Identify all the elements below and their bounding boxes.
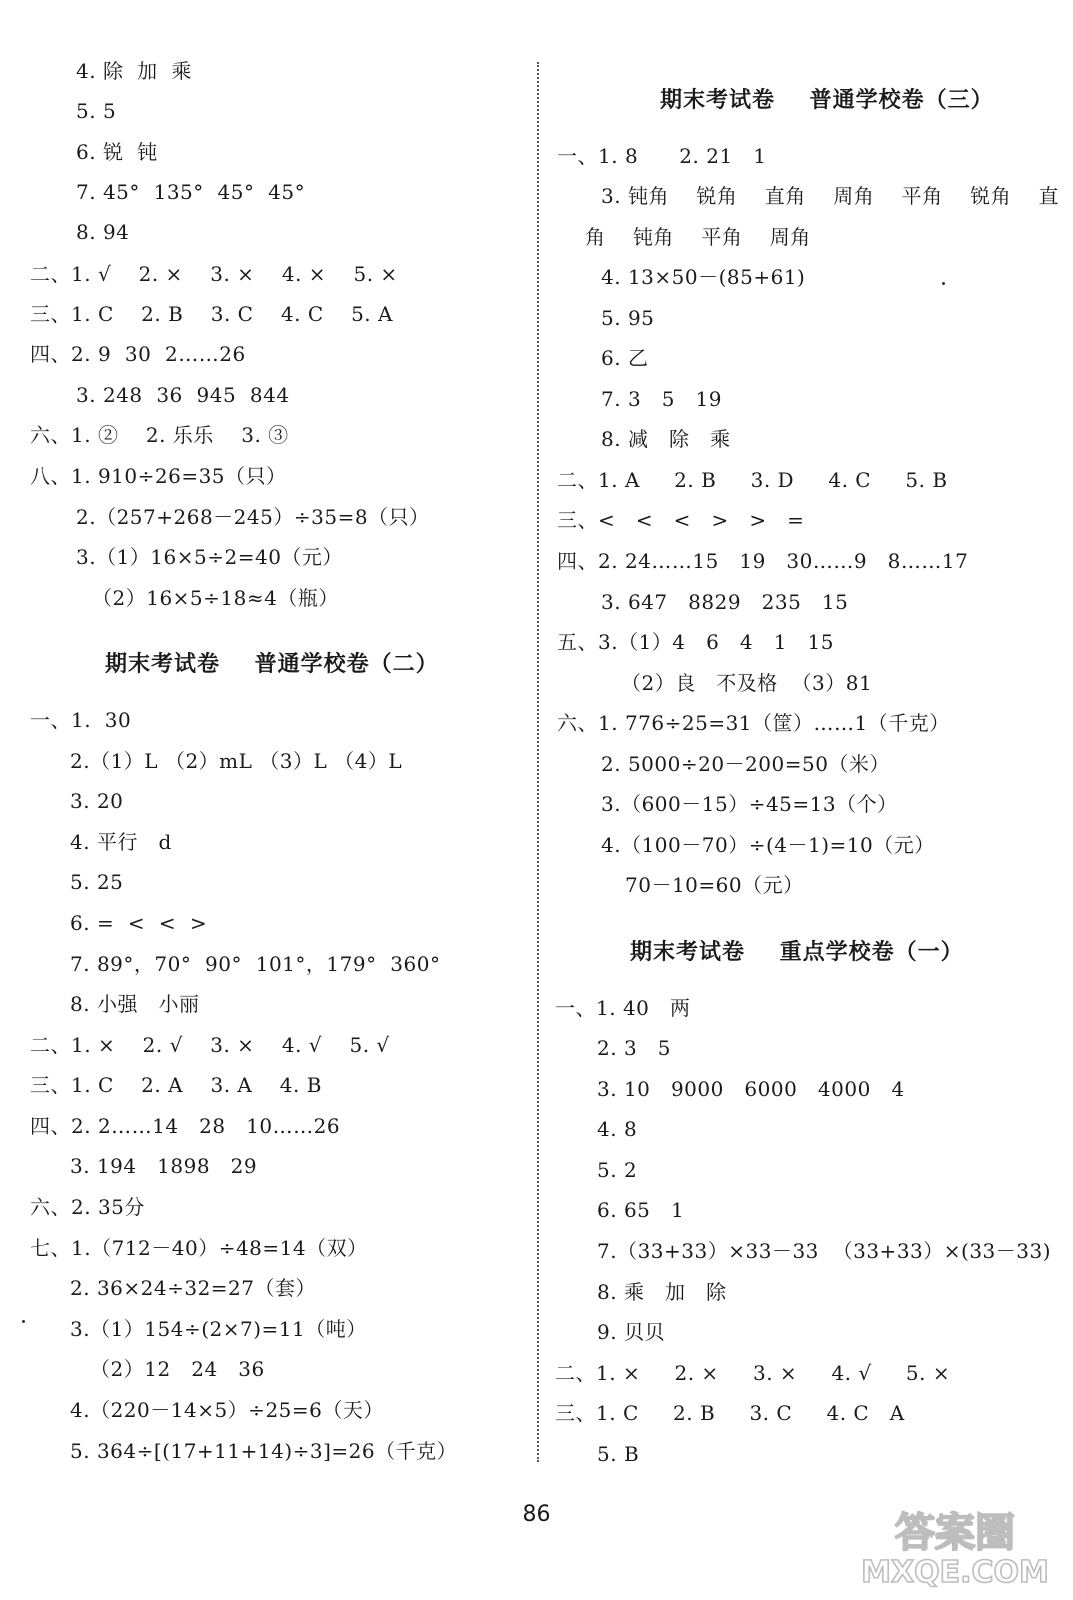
answer-line: 八、1. 910÷26=35（只） (30, 464, 287, 488)
answer-line: 一、1. 8 2. 21 1 (557, 144, 767, 168)
stray-dot (942, 282, 945, 285)
answer-line: 3. 钝角 锐角 直角 周角 平角 锐角 直 (601, 184, 1060, 208)
answer-line: 4.（100－70）÷(4－1)=10（元） (601, 833, 935, 857)
answer-line: 6. = < < > (70, 911, 208, 935)
answer-line: 2. 5000÷20－200=50（米） (601, 752, 890, 776)
answer-line: 角 钝角 平角 周角 (585, 225, 811, 249)
answer-line: 三、1. C 2. B 3. C 4. C A (555, 1401, 905, 1425)
answer-line: 四、2. 9 30 2……26 (30, 342, 246, 366)
answer-line: 5. 2 (597, 1158, 638, 1182)
watermark-bottom-text: MXQE.COM (861, 1555, 1049, 1588)
answer-line: 四、2. 2……14 28 10……26 (30, 1114, 341, 1138)
answer-line: 三、1. C 2. B 3. C 4. C 5. A (30, 302, 393, 326)
answer-line: 5. 95 (601, 306, 655, 330)
answer-line: 六、1. 776÷25=31（筐）……1（千克） (557, 711, 950, 735)
answer-line: 6. 乙 (601, 346, 649, 370)
answer-line: 3. 248 36 945 844 (76, 383, 290, 407)
answer-line: 7. 3 5 19 (601, 387, 722, 411)
answer-line: （2）良 不及格 （3）81 (621, 671, 873, 695)
answer-line: 4. 13×50－(85+61) (601, 265, 806, 289)
answer-line: 5. 364÷[(17+11+14)÷3]=26（千克） (70, 1439, 458, 1463)
answer-line: 5. B (597, 1442, 640, 1466)
answer-line: 二、1. × 2. × 3. × 4. √ 5. × (555, 1361, 951, 1385)
answer-line: 3. 194 1898 29 (70, 1154, 258, 1178)
answer-line: 70－10=60（元） (625, 873, 804, 897)
answer-line: 二、1. A 2. B 3. D 4. C 5. B (557, 468, 948, 492)
answer-line: 3.（600－15）÷45=13（个） (601, 792, 898, 816)
answer-line: 2.（1）L （2）mL （3）L （4）L (70, 749, 403, 773)
column-divider (537, 62, 539, 1462)
answer-line: 2.（257+268－245）÷35=8（只） (76, 505, 430, 529)
answer-line: 8. 94 (76, 220, 130, 244)
answer-line: 三、< < < > > = (557, 508, 805, 532)
answer-line: 一、1. 40 两 (555, 996, 691, 1020)
answer-line: 二、1. × 2. √ 3. × 4. √ 5. √ (30, 1033, 390, 1057)
answer-line: 4. 8 (597, 1117, 638, 1141)
answer-line: 7. 45° 135° 45° 45° (76, 180, 306, 204)
answer-line: 5. 5 (76, 99, 117, 123)
answer-line: 6. 锐 钝 (76, 140, 158, 164)
answer-line: 6. 65 1 (597, 1198, 685, 1222)
answer-line: 3. 10 9000 6000 4000 4 (597, 1077, 905, 1101)
answer-line: （2）16×5÷18≈4（瓶） (92, 586, 339, 610)
answer-line: 8. 小强 小丽 (70, 992, 200, 1016)
answer-line: 四、2. 24……15 19 30……9 8……17 (557, 549, 969, 573)
page-number: 86 (522, 1502, 551, 1527)
section-heading: 期末考试卷 普通学校卷（二） (105, 652, 439, 677)
section-heading: 期末考试卷 普通学校卷（三） (660, 88, 994, 113)
section-heading: 期末考试卷 重点学校卷（一） (630, 940, 964, 965)
answer-line: 六、1. ② 2. 乐乐 3. ③ (30, 423, 289, 447)
answer-line: 4. 除 加 乘 (76, 59, 192, 83)
answer-line: （2）12 24 36 (90, 1357, 265, 1381)
answer-line: 3.（1）154÷(2×7)=11（吨） (70, 1317, 367, 1341)
answer-line: 六、2. 35分 (30, 1195, 145, 1219)
answer-line: 2. 3 5 (597, 1036, 671, 1060)
watermark-top-text: 答案圈 (895, 1510, 1015, 1556)
answer-line: 7.（33+33）×33－33 （33+33）×(33－33) (597, 1239, 1052, 1263)
answer-line: 3.（1）16×5÷2=40（元） (76, 545, 343, 569)
answer-line: 三、1. C 2. A 3. A 4. B (30, 1073, 322, 1097)
answer-line: 8. 减 除 乘 (601, 427, 731, 451)
answer-line: 5. 25 (70, 870, 124, 894)
answer-line: 3. 20 (70, 789, 124, 813)
answer-line: 9. 贝贝 (597, 1320, 665, 1344)
answer-line: 七、1.（712－40）÷48=14（双） (30, 1236, 368, 1260)
answer-line: 一、1. 30 (30, 708, 132, 732)
watermark-logo (855, 1498, 1055, 1588)
answer-line: 3. 647 8829 235 15 (601, 590, 849, 614)
answer-line: 五、3.（1）4 6 4 1 15 (557, 630, 834, 654)
answer-line: 4. 平行 d (70, 830, 172, 854)
answer-line: 7. 89°，70° 90° 101°，179° 360° (70, 952, 441, 976)
answer-line: 4.（220－14×5）÷25=6（天） (70, 1398, 384, 1422)
answer-line: 二、1. √ 2. × 3. × 4. × 5. × (30, 262, 398, 286)
stray-dot (22, 1320, 25, 1323)
answer-line: 8. 乘 加 除 (597, 1280, 727, 1304)
answer-line: 2. 36×24÷32=27（套） (70, 1276, 317, 1300)
